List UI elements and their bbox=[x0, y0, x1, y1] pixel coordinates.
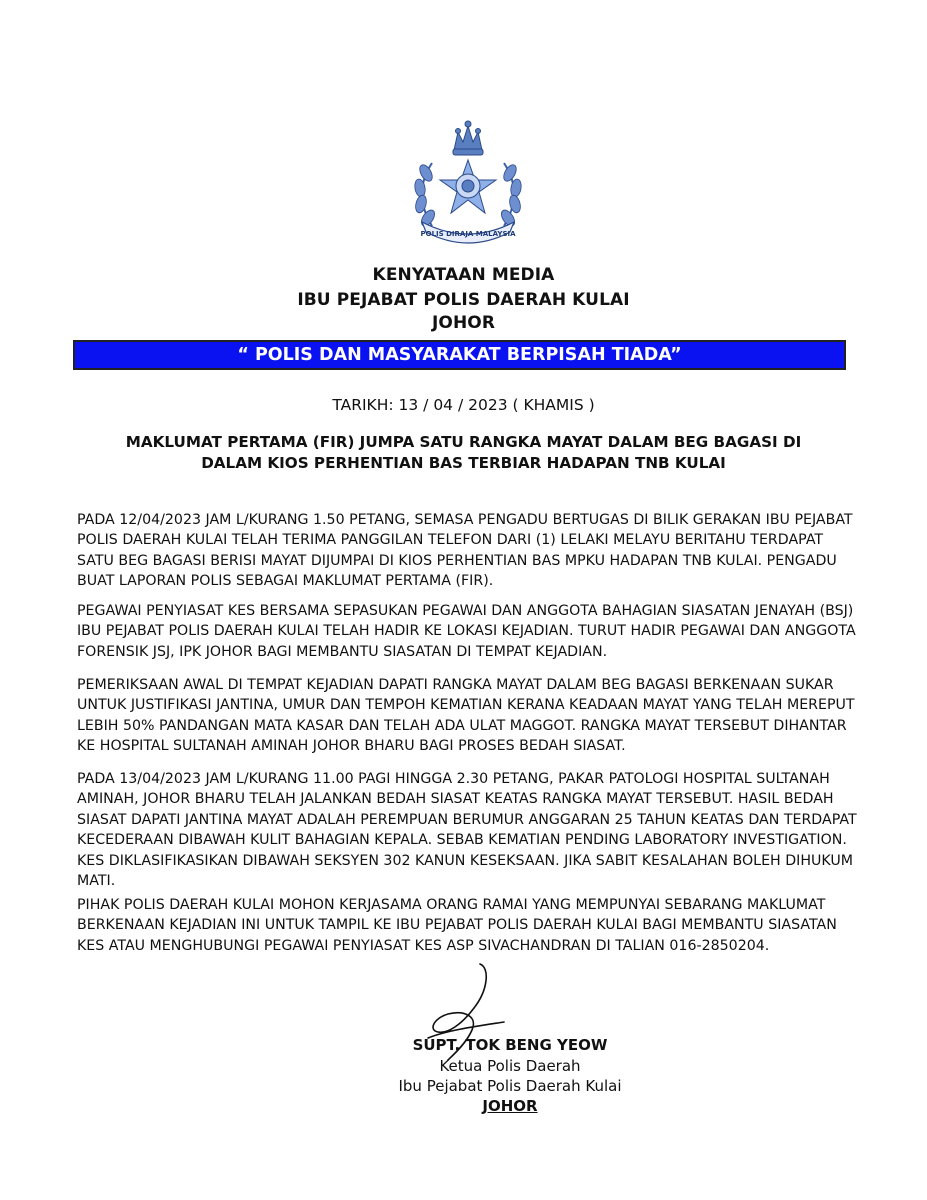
paragraph-line: PIHAK POLIS DAERAH KULAI MOHON KERJASAMA ORANG RAMAI YANG MEMPUNYAI SEBARANG MAKLUMAT bbox=[77, 897, 826, 913]
heading-state: JOHOR bbox=[431, 313, 496, 333]
title-line: DALAM KIOS PERHENTIAN BAS TERBIAR HADAPAN TNB KULAI bbox=[201, 454, 726, 472]
paragraph-line: KES ATAU MENGHUBUNGI PEGAWAI PENYIASAT KES ASP SIVACHANDRAN DI TALIAN 016-2850204. bbox=[77, 937, 770, 954]
police-crest-icon bbox=[402, 118, 534, 248]
paragraph-line: SIASAT DAPATI JANTINA MAYAT ADALAH PEREMPUAN BERUMUR ANGGARAN 25 TAHUN KEATAS DAN TERDAPAT bbox=[77, 811, 857, 828]
paragraph-line: BUAT LAPORAN POLIS SEBAGAI MAKLUMAT PERTAMA (FIR). bbox=[77, 573, 494, 590]
paragraph-line: POLIS DAERAH KULAI TELAH TERIMA PANGGILAN TELEFON DARI (1) LELAKI MELAYU BERITAHU TERDAPAT bbox=[77, 532, 824, 549]
paragraph-appeal bbox=[77, 895, 857, 956]
signatory-name: SUPT. TOK BENG YEOW bbox=[412, 1036, 608, 1054]
paragraph-line: PADA 13/04/2023 JAM L/KURANG 11.00 PAGI HINGGA 2.30 PETANG, PAKAR PATOLOGI HOSPITAL SULTANAH bbox=[77, 771, 830, 787]
paragraph-line: KECEDERAAN DIBAWAH KULIT BAHAGIAN KEPALA. SEBAB KEMATIAN PENDING LABORATORY INVESTIGATION. bbox=[77, 832, 847, 849]
paragraph-line: LEBIH 50% PANDANGAN MATA KASAR DAN TELAH ADA ULAT MAGGOT. RANGKA MAYAT TERSEBUT DIHANTAR bbox=[77, 717, 847, 734]
paragraph-line: IBU PEJABAT POLIS DAERAH KULAI TELAH HADIR KE LOKASI KEJADIAN. TURUT HADIR PEGAWAI DAN ANGGOTA bbox=[77, 623, 856, 640]
statement-date: TARIKH: 13 / 04 / 2023 ( KHAMIS ) bbox=[332, 396, 595, 414]
title-line: MAKLUMAT PERTAMA (FIR) JUMPA SATU RANGKA MAYAT DALAM BEG BAGASI DI bbox=[125, 433, 802, 451]
signatory-role: Ketua Polis Daerah bbox=[439, 1057, 581, 1075]
paragraph-autopsy bbox=[77, 769, 857, 891]
police-crest-logo bbox=[402, 118, 534, 248]
paragraph-report bbox=[77, 510, 857, 592]
paragraph-investigation bbox=[77, 601, 857, 662]
paragraph-line: KE HOSPITAL SULTANAH AMINAH JOHOR BHARU BAGI PROSES BEDAH SIASAT. bbox=[77, 738, 626, 755]
paragraph-line: KES DIKLASIFIKASIKAN DIBAWAH SEKSYEN 302 KANUN KESEKSAAN. JIKA SABIT KESALAHAN BOLEH DIHUKUM bbox=[77, 852, 853, 869]
paragraph-line: SATU BEG BAGASI BERISI MAYAT DIJUMPAI DI KIOS PERHENTIAN BAS MPKU HADAPAN TNB KULAI. PENGADU bbox=[77, 552, 837, 569]
paragraph-line: PEMERIKSAAN AWAL DI TEMPAT KEJADIAN DAPATI RANGKA MAYAT DALAM BEG BAGASI BERKENAAN SUKAR bbox=[77, 677, 834, 693]
statement-title bbox=[80, 432, 847, 474]
signatory-office: Ibu Pejabat Polis Daerah Kulai bbox=[398, 1077, 622, 1095]
paragraph-line: PADA 12/04/2023 JAM L/KURANG 1.50 PETANG, SEMASA PENGADU BERTUGAS DI BILIK GERAKAN IBU PEJABAT bbox=[77, 512, 853, 528]
paragraph-line: AMINAH, JOHOR BHARU TELAH JALANKAN BEDAH SIASAT KEATAS RANGKA MAYAT TERSEBUT. HASIL BEDAH bbox=[77, 791, 834, 808]
signatory-state: JOHOR bbox=[482, 1097, 538, 1115]
logo-ribbon-text: POLIS DIRAJA MALAYSIA bbox=[420, 230, 516, 238]
paragraph-examination bbox=[77, 675, 857, 757]
paragraph-line: UNTUK JUSTIFIKASI JANTINA, UMUR DAN TEMPOH KEMATIAN KERANA KEADAAN MAYAT YANG TELAH MEREPUT bbox=[77, 697, 855, 714]
heading-kenyataan-media: KENYATAAN MEDIA bbox=[372, 265, 555, 285]
heading-office-name: IBU PEJABAT POLIS DAERAH KULAI bbox=[297, 290, 630, 310]
paragraph-line: PEGAWAI PENYIASAT KES BERSAMA SEPASUKAN PEGAWAI DAN ANGGOTA BAHAGIAN SIASATAN JENAYAH (BSJ) bbox=[77, 603, 854, 619]
paragraph-line: BERKENAAN KEJADIAN INI UNTUK TAMPIL KE IBU PEJABAT POLIS DAERAH KULAI BAGI MEMBANTU SIASATAN bbox=[77, 917, 837, 934]
motto-banner: “ POLIS DAN MASYARAKAT BERPISAH TIADA” bbox=[73, 340, 846, 370]
paragraph-line: MATI. bbox=[77, 873, 116, 890]
paragraph-line: FORENSIK JSJ, IPK JOHOR BAGI MEMBANTU SIASATAN DI TEMPAT KEJADIAN. bbox=[77, 643, 608, 660]
